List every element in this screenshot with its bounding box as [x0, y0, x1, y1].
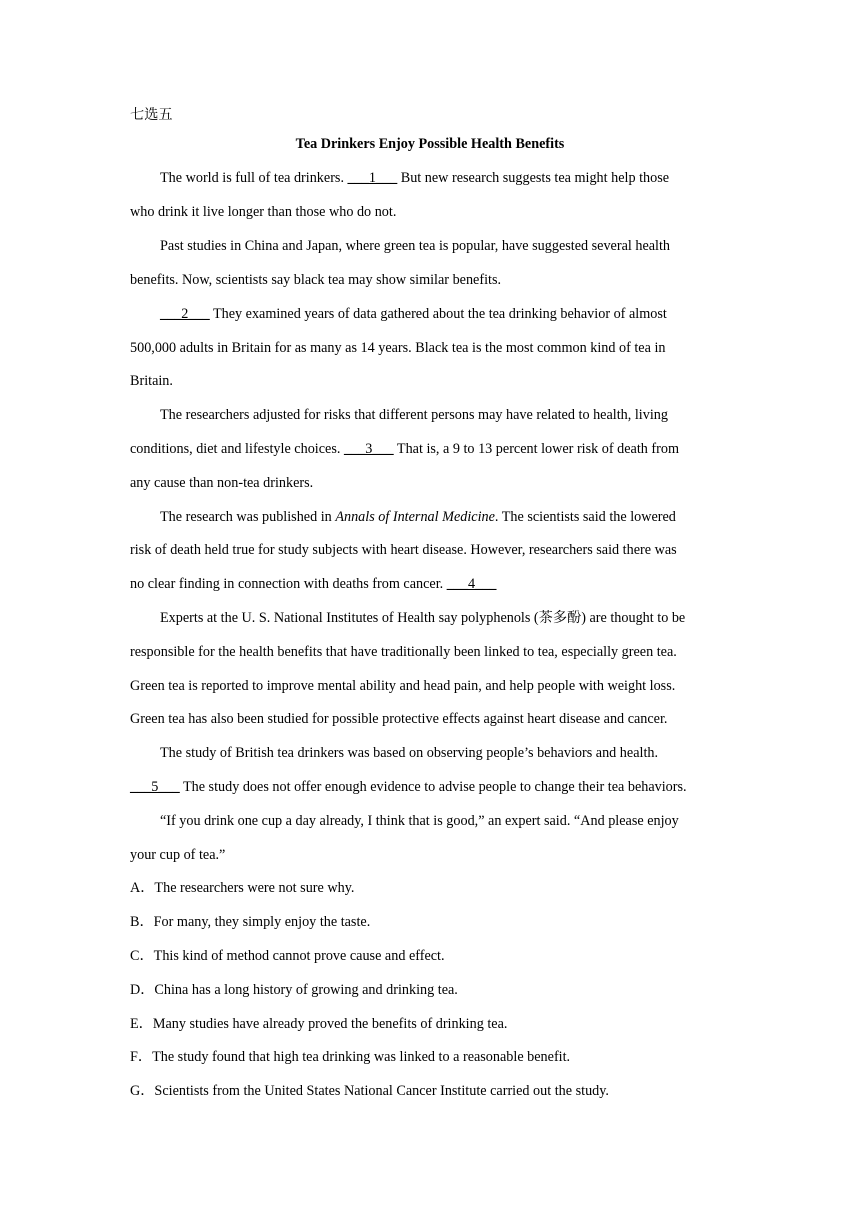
blank-4[interactable]: ___4___ [446, 576, 497, 592]
paragraph-5-line-2: risk of death held true for study subjects with heart disease. However, researchers said there was [130, 542, 677, 558]
passage-text: conditions, diet and lifestyle choices. [130, 441, 344, 457]
paragraph-3-line-1 [160, 304, 667, 324]
paragraph-7-line-1: The study of British tea drinkers was based on observing people’s behaviors and health. [160, 745, 659, 761]
paragraph-4-line-3: any cause than non-tea drinkers. [130, 475, 314, 491]
passage-text: The research was published in [160, 509, 336, 525]
passage-text: no clear finding in connection with deaths from cancer. [130, 576, 447, 592]
paragraph-4-line-2 [130, 439, 679, 459]
paragraph-3-line-2: 500,000 adults in Britain for as many as 14 years. Black tea is the most common kind of tea in [130, 340, 666, 356]
paragraph-5-line-1 [160, 507, 676, 527]
option-f[interactable]: F．The study found that high tea drinking was linked to a reasonable benefit. [130, 1049, 571, 1065]
option-a[interactable]: A．The researchers were not sure why. [130, 880, 355, 896]
option-b[interactable]: B．For many, they simply enjoy the taste. [130, 914, 371, 930]
blank-3[interactable]: ___3___ [343, 441, 394, 457]
passage-text: That is, a 9 to 13 percent lower risk of death from [393, 441, 679, 457]
paragraph-6-line-3: Green tea is reported to improve mental ability and head pain, and help people with weight loss. [130, 678, 676, 694]
paragraph-4-line-1: The researchers adjusted for risks that different persons may have related to health, living [160, 407, 668, 423]
paragraph-6-line-2: responsible for the health benefits that have traditionally been linked to tea, especially green tea. [130, 644, 677, 660]
option-g[interactable]: G．Scientists from the United States National Cancer Institute carried out the study. [130, 1083, 609, 1099]
blank-1[interactable]: ___1___ [347, 170, 398, 186]
paragraph-7-line-2 [130, 777, 687, 797]
paragraph-6-line-1: Experts at the U. S. National Institutes of Health say polyphenols (茶多酚) are thought to be [160, 610, 686, 626]
journal-name: Annals of Internal Medicine [335, 509, 495, 525]
paragraph-8-line-2: your cup of tea.” [130, 847, 226, 863]
paragraph-3-line-3: Britain. [130, 373, 173, 389]
paragraph-8-line-1: “If you drink one cup a day already, I think that is good,” an expert said. “And please enjoy [160, 813, 679, 829]
blank-2[interactable]: ___2___ [160, 306, 210, 322]
option-d[interactable]: D．China has a long history of growing and drinking tea. [130, 982, 458, 998]
paragraph-2-line-2: benefits. Now, scientists say black tea may show similar benefits. [130, 272, 502, 288]
paragraph-6-line-4: Green tea has also been studied for possible protective effects against heart disease and cancer. [130, 711, 668, 727]
paragraph-5-line-3 [130, 574, 496, 594]
passage-text: They examined years of data gathered about the tea drinking behavior of almost [209, 306, 667, 322]
option-c[interactable]: C．This kind of method cannot prove cause and effect. [130, 948, 445, 964]
passage-text: The world is full of tea drinkers. [160, 170, 348, 186]
paragraph-2-line-1: Past studies in China and Japan, where green tea is popular, have suggested several health [160, 238, 671, 254]
blank-5[interactable]: ___5___ [130, 779, 180, 795]
passage-title: Tea Drinkers Enjoy Possible Health Benefits [295, 136, 565, 152]
passage-text: But new research suggests tea might help those [397, 170, 670, 186]
passage-text: . The scientists said the lowered [494, 509, 676, 525]
passage-text: The study does not offer enough evidence to advise people to change their tea behaviors. [179, 779, 687, 795]
option-e[interactable]: E．Many studies have already proved the benefits of drinking tea. [130, 1016, 508, 1032]
paragraph-1-line-1 [160, 168, 669, 188]
section-label: 七选五 [130, 107, 173, 123]
paragraph-1-line-2: who drink it live longer than those who do not. [130, 204, 397, 220]
